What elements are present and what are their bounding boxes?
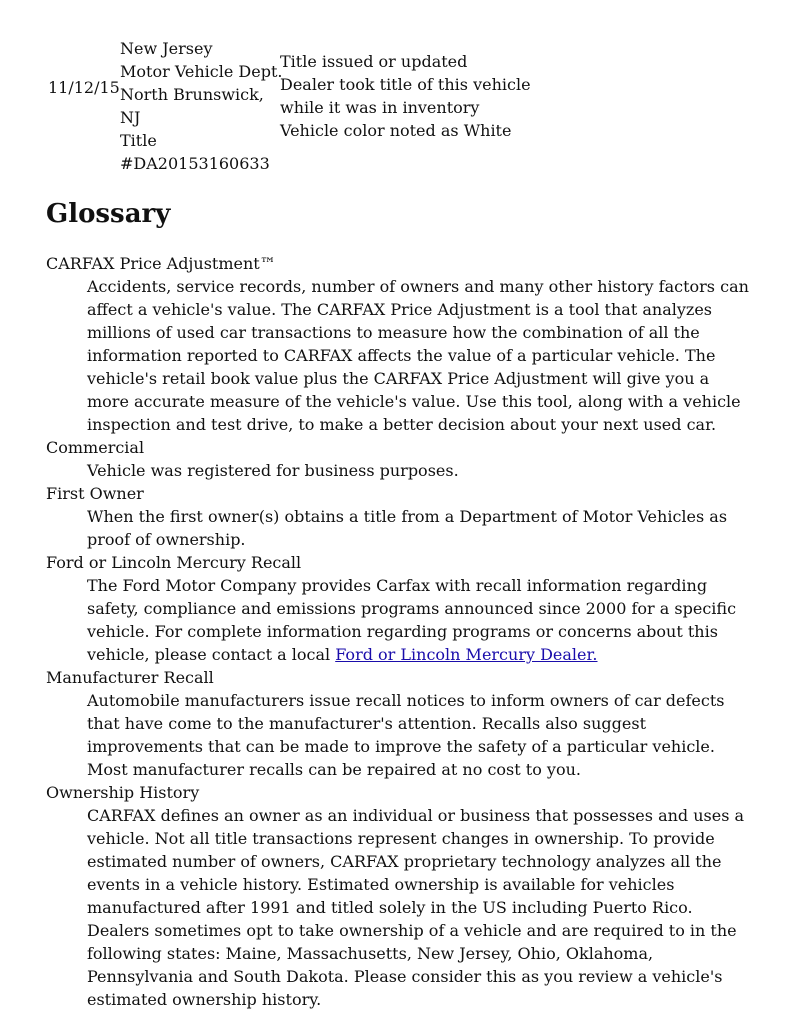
glossary-definition: When the first owner(s) obtains a title from a Department of Motor Vehicles as proof of ownership. [87,507,728,549]
glossary-definition: CARFAX defines an owner as an individual or business that possesses and uses a vehicle. Not all title transactions represent changes in ownership. To provide estimated number of owners, CARFAX proprietary technology analyzes all the events in a vehicle history. Estimated ownership is available for vehicles manufactured after 1991 and titled solely in the US including Puerto Rico. Dealers sometimes opt to take ownership of a vehicle and are required to in the following states: Maine, Massachusetts, New Jersey, Ohio, Oklahoma, Pennsylvania and South Dakota. Please consider this as you review a vehicle's estimated ownership history. [87,806,745,1009]
glossary-heading: Glossary [46,199,171,229]
comment-line: Vehicle color noted as White [280,121,512,140]
glossary-term: Ford or Lincoln Mercury Recall [46,553,302,572]
source-line: Title [120,131,157,150]
glossary-term: First Owner [46,484,144,503]
glossary-term: Commercial [46,438,145,457]
source-line: #DA20153160633 [120,154,270,173]
glossary-definition-text: The Ford Motor Company provides Carfax with recall information regarding safety, compliance and emissions programs announced since 2000 for a specific vehicle. For complete information regarding programs or concerns about this vehicle, please contact a local [87,576,737,664]
history-comments [280,50,760,142]
history-date: 11/12/15 [48,78,120,97]
glossary-definition: Automobile manufacturers issue recall notices to inform owners of car defects that have come to the manufacturer's attention. Recalls also suggest improvements that can be made to improve the safety of a particular vehicle. Most manufacturer recalls can be repaired at no cost to you. [87,691,725,779]
source-line: New Jersey [120,39,213,58]
glossary-list [46,252,758,1011]
glossary-definition: Accidents, service records, number of owners and many other history factors can affect a vehicle's value. The CARFAX Price Adjustment is a tool that analyzes millions of used car transactions to measure how the combination of all the information reported to CARFAX affects the value of a particular vehicle. The vehicle's retail book value plus the CARFAX Price Adjustment will give you a more accurate measure of the vehicle's value. Use this tool, along with a vehicle inspection and test drive, to make a better decision about your next used car. [87,277,749,434]
glossary-term: Manufacturer Recall [46,668,214,687]
glossary-definition: Vehicle was registered for business purposes. [87,461,459,480]
history-source [120,37,282,175]
comment-line: Title issued or updated [280,52,468,71]
glossary-term: CARFAX Price Adjustment™ [46,254,276,273]
comment-line: Dealer took title of this vehicle [280,75,531,94]
source-line: North Brunswick, [120,85,264,104]
glossary-definition-with-link [87,574,751,666]
glossary-term: Ownership History [46,783,200,802]
source-line: NJ [120,108,141,127]
comment-line: while it was in inventory [280,98,480,117]
dealer-link[interactable]: Ford or Lincoln Mercury Dealer. [335,645,598,664]
source-line: Motor Vehicle Dept. [120,62,283,81]
